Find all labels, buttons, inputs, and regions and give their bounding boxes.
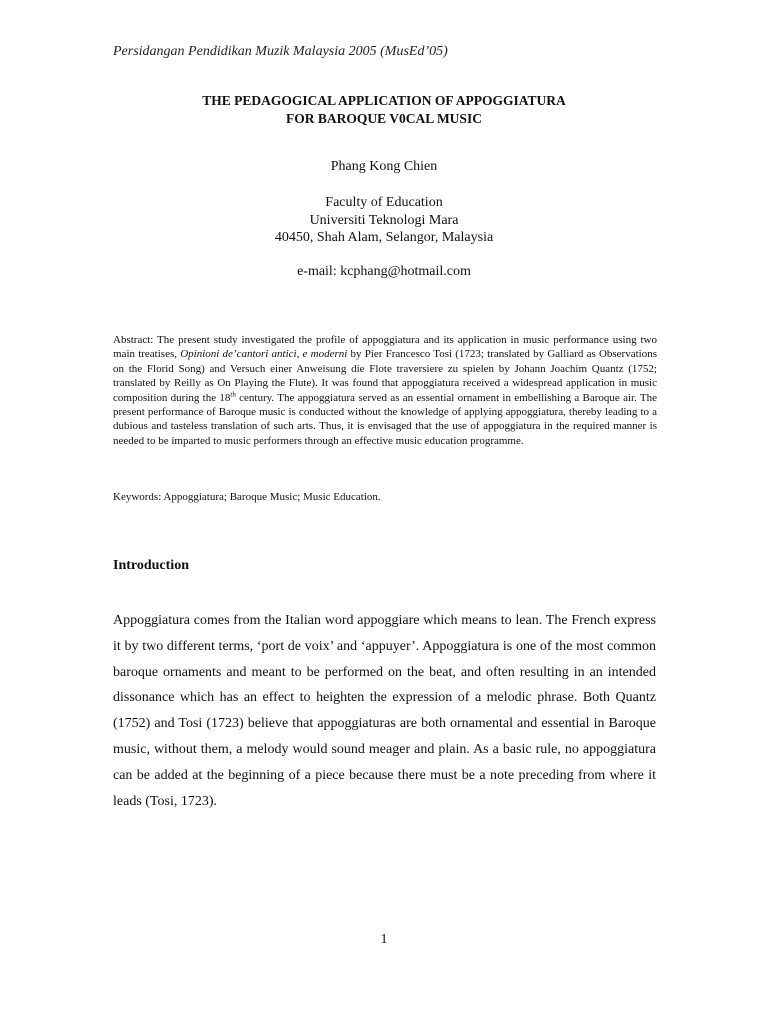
author-email: e-mail: kcphang@hotmail.com [297, 264, 471, 279]
abstract-italic-title: Opinioni de’cantori antici, e moderni [180, 348, 348, 361]
paper-title [0, 92, 768, 128]
keywords: Keywords: Appoggiatura; Baroque Music; Music Education. [113, 491, 381, 503]
page-number: 1 [380, 932, 388, 947]
section-heading-introduction: Introduction [113, 558, 189, 573]
title-line-2: FOR BAROQUE V0CAL MUSIC [286, 111, 482, 126]
intro-paragraph: Appoggiatura comes from the Italian word appoggiare which means to lean. The French express it by two different terms, ‘port de voix’ and ‘appuyer’. Appoggiatura is one of the most common baroque ornaments and meant to be performed on the beat, and often resulting in an intended dissonance which has an effect to heighten the expression of a melodic phrase. Both Quantz (1752) and Tosi (1723) believe that appoggiaturas are both ornamental and essential in Baroque music, without them, a melody would sound meager and plain. As a basic rule, no appoggiatura can be added at the beginning of a piece because there must be a note preceding from where it leads (Tosi, 1723). [113, 613, 656, 809]
abstract-text-3: century. The appoggiatura served as an essential ornament in embellishing a Baroque air. The present performance of Baroque music is conducted without the knowledge of applying appoggiatura, thereby leading to a dubious and tasteless translation of such arts. Thus, it is envisaged that the use of appoggiatura in the required manner is needed to be imparted to music performers through an effective music education programme. [113, 391, 658, 447]
affiliation-line-3: 40450, Shah Alam, Selangor, Malaysia [274, 230, 494, 245]
abstract-text-1: Abstract: The present study investigated the profile of appoggiatura and its application in music performance using two main treatises, [113, 334, 657, 361]
affiliation-line-2: Universiti Teknologi Mara [309, 212, 459, 228]
affiliation-line-1: Faculty of Education [325, 195, 443, 210]
affiliation [0, 194, 768, 247]
abstract [113, 333, 657, 448]
author-name: Phang Kong Chien [330, 159, 438, 174]
title-line-1: THE PEDAGOGICAL APPLICATION OF APPOGGIATURA [202, 93, 566, 108]
abstract-superscript: th [230, 389, 236, 398]
running-header: Persidangan Pendidikan Muzik Malaysia 2005 (MusEd’05) [113, 44, 448, 59]
abstract-text-2: by Pier Francesco Tosi (1723; translated by Galliard as Observations on the Florid Song) and Versuch einer Anweisung die Flote traversiere zu spielen by Johann Joachim Quantz (1752; translated by Reilly as On Playing the Flute). It was found that appoggiatura received a widespread application in music composition during the 18 [113, 348, 657, 404]
